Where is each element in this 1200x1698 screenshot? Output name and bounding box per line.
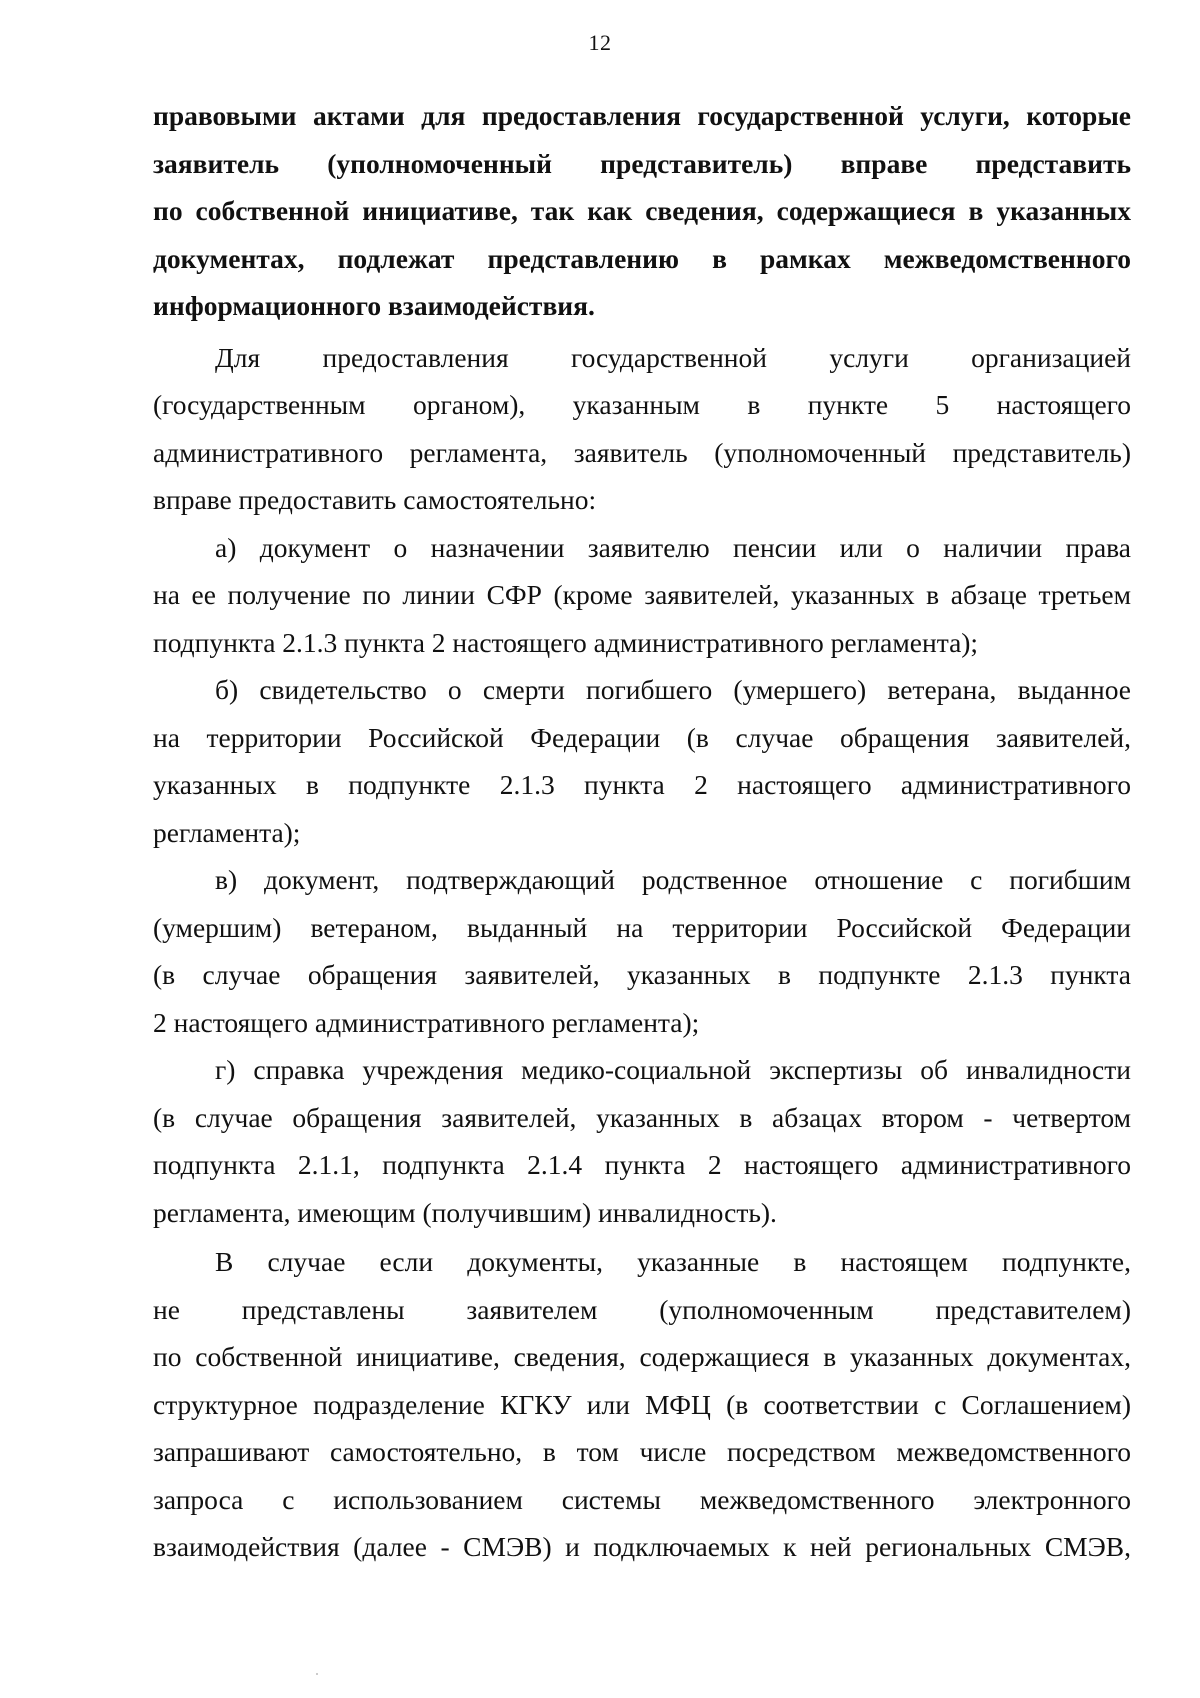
text-line: (в случае обращения заявителей, указанных в абзацах втором - четвертом [153,1101,1131,1133]
text-line: регламента, имеющим (получившим) инвалидность). [153,1196,777,1228]
text-line: административного регламента, заявитель (уполномоченный представитель) [153,436,1131,468]
text-line: Для предоставления государственной услуги организацией [215,341,1131,373]
text-line: по собственной инициативе, сведения, содержащиеся в указанных документах, [153,1341,1131,1372]
list-item-b [153,666,1131,856]
text-line: не представлены заявителем (уполномоченным представителем) [153,1293,1131,1325]
text-line: информационного взаимодействия. [153,290,595,321]
page-number: 12 [588,30,612,55]
paragraph-documents-intro [153,92,1131,330]
paragraph-interagency-request [153,1238,1131,1571]
text-line: запроса с использованием системы межведомственного электронного [153,1483,1131,1515]
text-line: вправе предоставить самостоятельно: [153,484,597,515]
text-line: (государственным органом), указанным в пункте 5 настоящего [153,389,1131,420]
text-line: на ее получение по линии СФР (кроме заявителей, указанных в абзаце третьем [153,579,1131,610]
text-line: в) документ, подтверждающий родственное отношение с погибшим [215,864,1131,895]
scan-speck [316,1673,318,1675]
text-line: г) справка учреждения медико-социальной экспертизы об инвалидности [215,1054,1131,1085]
text-line: (в случае обращения заявителей, указанных в подпункте 2.1.3 пункта [153,959,1131,990]
text-line: взаимодействия (далее - СМЭВ) и подключаемых к ней региональных СМЭВ, [153,1531,1131,1562]
text-line: 2 настоящего административного регламента); [153,1006,700,1038]
paragraph-self-provided [153,334,1131,524]
text-line: запрашивают самостоятельно, в том числе посредством межведомственного [153,1436,1131,1467]
list-item-g [153,1046,1131,1236]
text-line: правовыми актами для предоставления государственной услуги, которые [153,100,1131,131]
text-line: б) свидетельство о смерти погибшего (умершего) ветерана, выданное [215,674,1131,705]
text-line: указанных в подпункте 2.1.3 пункта 2 настоящего административного [153,769,1131,800]
text-line: регламента); [153,816,301,848]
list-item-v [153,856,1131,1046]
text-line: по собственной инициативе, так как сведения, содержащиеся в указанных [153,195,1131,226]
text-line: (умершим) ветераном, выданный на территории Российской Федерации [153,911,1131,943]
text-line: заявитель (уполномоченный представитель) вправе представить [153,147,1131,179]
text-line: на территории Российской Федерации (в случае обращения заявителей, [153,721,1131,753]
text-line: подпункта 2.1.3 пункта 2 настоящего административного регламента); [153,626,979,658]
text-line: В случае если документы, указанные в настоящем подпункте, [215,1246,1131,1277]
text-line: подпункта 2.1.1, подпункта 2.1.4 пункта 2 настоящего административного [153,1149,1131,1180]
text-line: структурное подразделение КГКУ или МФЦ (в соответствии с Соглашением) [153,1388,1131,1420]
document-body [153,92,1131,1571]
text-line: документах, подлежат представлению в рамках межведомственного [153,242,1131,274]
text-line: а) документ о назначении заявителю пенсии или о наличии права [215,531,1131,563]
list-item-a [153,524,1131,667]
